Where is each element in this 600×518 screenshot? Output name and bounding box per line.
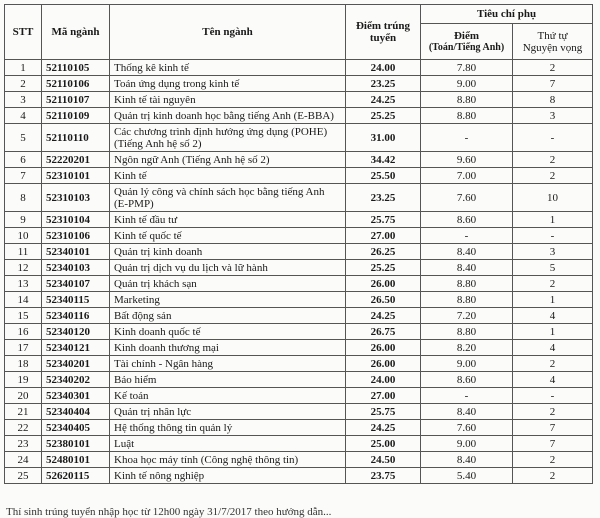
cell-ten-nganh: Kinh tế nông nghiệp: [110, 468, 346, 484]
cell-thu-tu-nguyen-vong: 2: [513, 468, 593, 484]
table-row: [5, 324, 593, 340]
cell-diem-trung-tuyen: 26.00: [346, 340, 421, 356]
cell-ten-nganh: Khoa học máy tính (Công nghệ thông tin): [110, 452, 346, 468]
cell-ten-nganh: Quản trị nhân lực: [110, 404, 346, 420]
cell-stt: 2: [5, 76, 42, 92]
table-row: [5, 184, 593, 212]
cell-ma-nganh: 52340103: [42, 260, 110, 276]
cell-thu-tu-nguyen-vong: 5: [513, 260, 593, 276]
cell-diem-trung-tuyen: 31.00: [346, 124, 421, 152]
cell-ma-nganh: 52110109: [42, 108, 110, 124]
cell-diem-trung-tuyen: 23.25: [346, 76, 421, 92]
cell-ma-nganh: 52220201: [42, 152, 110, 168]
table-row: [5, 308, 593, 324]
cell-thu-tu-nguyen-vong: 2: [513, 276, 593, 292]
cell-stt: 4: [5, 108, 42, 124]
cell-diem-trung-tuyen: 34.42: [346, 152, 421, 168]
table-row: [5, 152, 593, 168]
cell-stt: 3: [5, 92, 42, 108]
cell-diem-trung-tuyen: 26.00: [346, 356, 421, 372]
cell-diem-phu: 8.40: [421, 260, 513, 276]
header-diem-trung-tuyen: Điểm trúng tuyển: [346, 5, 421, 60]
cell-stt: 24: [5, 452, 42, 468]
cell-ten-nganh: Ngôn ngữ Anh (Tiếng Anh hệ số 2): [110, 152, 346, 168]
cell-ma-nganh: 52380101: [42, 436, 110, 452]
cell-diem-phu: 9.00: [421, 356, 513, 372]
cell-stt: 5: [5, 124, 42, 152]
table-row: [5, 60, 593, 76]
cell-thu-tu-nguyen-vong: 2: [513, 168, 593, 184]
cell-ma-nganh: 52310106: [42, 228, 110, 244]
cell-thu-tu-nguyen-vong: 3: [513, 244, 593, 260]
cell-diem-phu: -: [421, 388, 513, 404]
table-row: [5, 212, 593, 228]
cell-ten-nganh: Bất động sản: [110, 308, 346, 324]
cell-diem-phu: 8.80: [421, 92, 513, 108]
cell-diem-trung-tuyen: 25.25: [346, 108, 421, 124]
cell-diem-trung-tuyen: 23.25: [346, 184, 421, 212]
cell-diem-trung-tuyen: 25.25: [346, 260, 421, 276]
cell-stt: 7: [5, 168, 42, 184]
cell-ten-nganh: Kinh tế đầu tư: [110, 212, 346, 228]
cell-stt: 25: [5, 468, 42, 484]
cell-ma-nganh: 52480101: [42, 452, 110, 468]
table-row: [5, 436, 593, 452]
cell-stt: 11: [5, 244, 42, 260]
cell-thu-tu-nguyen-vong: 3: [513, 108, 593, 124]
cell-ten-nganh: Kinh doanh quốc tế: [110, 324, 346, 340]
table-row: [5, 260, 593, 276]
cell-ma-nganh: 52310101: [42, 168, 110, 184]
cell-stt: 23: [5, 436, 42, 452]
header-stt: STT: [5, 5, 42, 60]
cell-ten-nganh: Quản trị khách sạn: [110, 276, 346, 292]
footnote: Thí sinh trúng tuyển nhập học từ 12h00 ngày 31/7/2017 theo hướng dẫn...: [6, 506, 332, 518]
cell-thu-tu-nguyen-vong: 10: [513, 184, 593, 212]
cell-ma-nganh: 52340202: [42, 372, 110, 388]
cell-ten-nganh: Quản trị dịch vụ du lịch và lữ hành: [110, 260, 346, 276]
cell-diem-phu: 9.00: [421, 436, 513, 452]
cell-diem-phu: 8.20: [421, 340, 513, 356]
cell-thu-tu-nguyen-vong: 1: [513, 212, 593, 228]
cell-diem-trung-tuyen: 25.75: [346, 212, 421, 228]
cell-thu-tu-nguyen-vong: 2: [513, 60, 593, 76]
cell-stt: 8: [5, 184, 42, 212]
header-diem-label: Điểm: [453, 30, 480, 42]
cell-diem-trung-tuyen: 25.50: [346, 168, 421, 184]
cell-ma-nganh: 52340405: [42, 420, 110, 436]
cell-ma-nganh: 52340116: [42, 308, 110, 324]
cell-thu-tu-nguyen-vong: 2: [513, 404, 593, 420]
cell-diem-phu: 8.40: [421, 244, 513, 260]
cell-diem-phu: 8.80: [421, 276, 513, 292]
cell-diem-phu: -: [421, 228, 513, 244]
cell-ten-nganh: Luật: [110, 436, 346, 452]
header-diem-note: (Toán/Tiếng Anh): [428, 42, 505, 53]
cell-ma-nganh: 52310103: [42, 184, 110, 212]
cell-ten-nganh: Kinh doanh thương mại: [110, 340, 346, 356]
table-row: [5, 452, 593, 468]
cell-diem-phu: 7.00: [421, 168, 513, 184]
cell-ma-nganh: 52340101: [42, 244, 110, 260]
cell-stt: 17: [5, 340, 42, 356]
cell-thu-tu-nguyen-vong: 8: [513, 92, 593, 108]
cell-diem-trung-tuyen: 24.25: [346, 420, 421, 436]
table-row: [5, 92, 593, 108]
cell-stt: 14: [5, 292, 42, 308]
cell-diem-phu: 8.80: [421, 108, 513, 124]
table-row: [5, 388, 593, 404]
cell-ten-nganh: Quản trị kinh doanh: [110, 244, 346, 260]
cell-ten-nganh: Quản trị kinh doanh học bằng tiếng Anh (E-BBA): [110, 108, 346, 124]
table-row: [5, 340, 593, 356]
cell-ten-nganh: Marketing: [110, 292, 346, 308]
table-row: [5, 244, 593, 260]
table-row: [5, 292, 593, 308]
cell-diem-phu: 8.60: [421, 212, 513, 228]
table-row: [5, 420, 593, 436]
cell-diem-phu: -: [421, 124, 513, 152]
cell-thu-tu-nguyen-vong: 2: [513, 452, 593, 468]
cell-stt: 22: [5, 420, 42, 436]
cell-thu-tu-nguyen-vong: -: [513, 388, 593, 404]
cell-ma-nganh: 52340201: [42, 356, 110, 372]
cell-ten-nganh: Kinh tế tài nguyên: [110, 92, 346, 108]
cell-diem-phu: 8.80: [421, 292, 513, 308]
cell-ma-nganh: 52310104: [42, 212, 110, 228]
table-row: [5, 124, 593, 152]
table-row: [5, 76, 593, 92]
header-diem: [421, 24, 513, 60]
cell-ma-nganh: 52340404: [42, 404, 110, 420]
cell-diem-trung-tuyen: 24.50: [346, 452, 421, 468]
cell-diem-trung-tuyen: 25.75: [346, 404, 421, 420]
cell-thu-tu-nguyen-vong: 4: [513, 340, 593, 356]
cell-diem-phu: 8.60: [421, 372, 513, 388]
cell-ma-nganh: 52340121: [42, 340, 110, 356]
cell-diem-trung-tuyen: 25.00: [346, 436, 421, 452]
header-nguyen-vong-label: Nguyện vọng: [522, 41, 583, 54]
cell-stt: 16: [5, 324, 42, 340]
header-ma-nganh: Mã ngành: [42, 5, 110, 60]
cell-ten-nganh: Kế toán: [110, 388, 346, 404]
cell-ten-nganh: Thống kê kinh tế: [110, 60, 346, 76]
cell-ma-nganh: 52340115: [42, 292, 110, 308]
cell-stt: 20: [5, 388, 42, 404]
table-row: [5, 276, 593, 292]
cell-diem-phu: 7.20: [421, 308, 513, 324]
cell-diem-phu: 7.80: [421, 60, 513, 76]
cell-diem-trung-tuyen: 24.00: [346, 60, 421, 76]
cell-thu-tu-nguyen-vong: 2: [513, 356, 593, 372]
cell-diem-phu: 8.40: [421, 404, 513, 420]
cell-stt: 18: [5, 356, 42, 372]
cell-diem-phu: 7.60: [421, 420, 513, 436]
cell-ma-nganh: 52110106: [42, 76, 110, 92]
cell-stt: 19: [5, 372, 42, 388]
table-row: [5, 372, 593, 388]
table-body: [5, 60, 593, 484]
cell-thu-tu-nguyen-vong: 1: [513, 292, 593, 308]
header-thu-tu-label: Thứ tự: [537, 29, 568, 42]
cell-diem-phu: 8.40: [421, 452, 513, 468]
cell-stt: 10: [5, 228, 42, 244]
table-row: [5, 468, 593, 484]
cell-stt: 9: [5, 212, 42, 228]
cell-diem-trung-tuyen: 27.00: [346, 228, 421, 244]
table-row: [5, 168, 593, 184]
cell-ma-nganh: 52620115: [42, 468, 110, 484]
cell-stt: 15: [5, 308, 42, 324]
cell-diem-phu: 9.00: [421, 76, 513, 92]
table-header: [5, 5, 593, 60]
cell-diem-phu: 5.40: [421, 468, 513, 484]
cell-ten-nganh: Kinh tế: [110, 168, 346, 184]
cell-ten-nganh: Kinh tế quốc tế: [110, 228, 346, 244]
cell-ten-nganh: Bảo hiểm: [110, 372, 346, 388]
cell-thu-tu-nguyen-vong: 1: [513, 324, 593, 340]
table-row: [5, 356, 593, 372]
cell-diem-trung-tuyen: 26.25: [346, 244, 421, 260]
cell-stt: 21: [5, 404, 42, 420]
header-tieu-chi-phu: Tiêu chí phụ: [421, 5, 593, 24]
header-ten-nganh: Tên ngành: [110, 5, 346, 60]
cell-ten-nganh: Hệ thống thông tin quản lý: [110, 420, 346, 436]
cell-diem-trung-tuyen: 24.25: [346, 92, 421, 108]
cell-diem-trung-tuyen: 23.75: [346, 468, 421, 484]
cell-diem-phu: 8.80: [421, 324, 513, 340]
cell-diem-trung-tuyen: 26.00: [346, 276, 421, 292]
cell-stt: 1: [5, 60, 42, 76]
cell-stt: 6: [5, 152, 42, 168]
cell-stt: 13: [5, 276, 42, 292]
cell-thu-tu-nguyen-vong: 2: [513, 152, 593, 168]
cell-thu-tu-nguyen-vong: -: [513, 124, 593, 152]
cell-diem-phu: 7.60: [421, 184, 513, 212]
cell-diem-trung-tuyen: 24.00: [346, 372, 421, 388]
table-row: [5, 228, 593, 244]
cell-ten-nganh: Quản lý công và chính sách học bằng tiếng Anh (E-PMP): [110, 184, 346, 212]
cell-diem-trung-tuyen: 27.00: [346, 388, 421, 404]
table-row: [5, 108, 593, 124]
cell-diem-trung-tuyen: 26.50: [346, 292, 421, 308]
cell-stt: 12: [5, 260, 42, 276]
cell-diem-trung-tuyen: 26.75: [346, 324, 421, 340]
table-row: [5, 404, 593, 420]
cell-ma-nganh: 52110110: [42, 124, 110, 152]
cell-thu-tu-nguyen-vong: -: [513, 228, 593, 244]
cell-ten-nganh: Toán ứng dụng trong kinh tế: [110, 76, 346, 92]
cell-ten-nganh: Tài chính - Ngân hàng: [110, 356, 346, 372]
cell-ma-nganh: 52110107: [42, 92, 110, 108]
cell-diem-phu: 9.60: [421, 152, 513, 168]
cell-ma-nganh: 52340301: [42, 388, 110, 404]
cell-thu-tu-nguyen-vong: 7: [513, 436, 593, 452]
cell-thu-tu-nguyen-vong: 7: [513, 76, 593, 92]
admission-score-table: [4, 4, 593, 484]
cell-ma-nganh: 52110105: [42, 60, 110, 76]
header-thu-tu: [513, 24, 593, 60]
cell-thu-tu-nguyen-vong: 4: [513, 372, 593, 388]
cell-ma-nganh: 52340107: [42, 276, 110, 292]
cell-diem-trung-tuyen: 24.25: [346, 308, 421, 324]
cell-ten-nganh: Các chương trình định hướng ứng dụng (POHE) (Tiếng Anh hệ số 2): [110, 124, 346, 152]
cell-thu-tu-nguyen-vong: 4: [513, 308, 593, 324]
cell-thu-tu-nguyen-vong: 7: [513, 420, 593, 436]
cell-ma-nganh: 52340120: [42, 324, 110, 340]
